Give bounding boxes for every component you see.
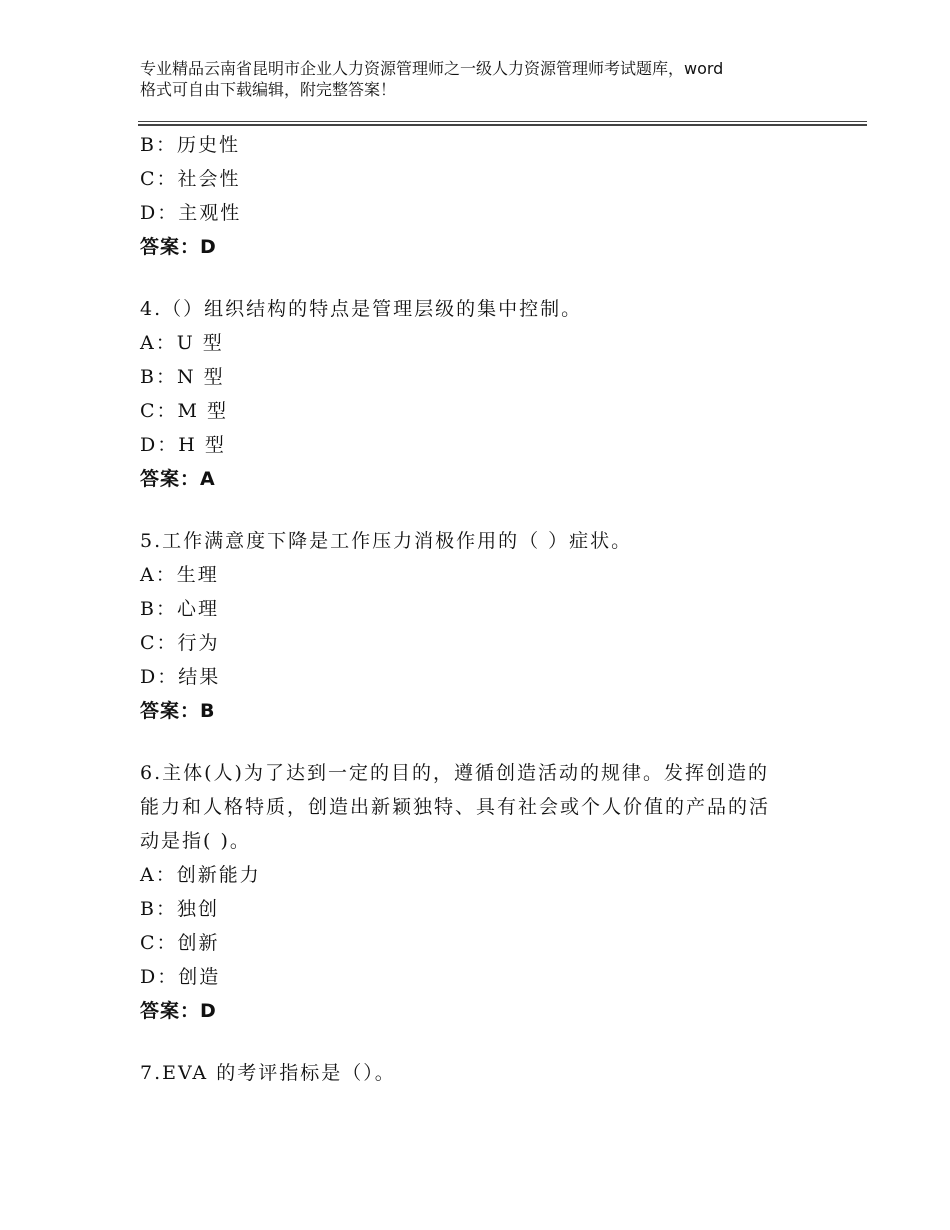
- option-d: D：创造: [140, 966, 221, 988]
- option-b: B：N 型: [140, 366, 225, 388]
- answer-line: 答案：B: [140, 700, 216, 722]
- page-header: [140, 58, 840, 100]
- question-6: [140, 756, 820, 1028]
- question-stem-line: 能力和人格特质，创造出新颖独特、具有社会或个人价值的产品的活: [140, 796, 771, 818]
- option-c: C：行为: [140, 632, 220, 654]
- question-list: [140, 128, 820, 1090]
- question-stem: 5.工作满意度下降是工作压力消极作用的（ ）症状。: [140, 530, 633, 552]
- option-b: B：历史性: [140, 134, 240, 156]
- option-c: C：M 型: [140, 400, 229, 422]
- option-d: D：结果: [140, 666, 221, 688]
- option-c: C：创新: [140, 932, 220, 954]
- answer-line: 答案：D: [140, 1000, 217, 1022]
- question-3: [140, 128, 820, 264]
- question-stem: [140, 756, 820, 858]
- question-stem: 7.EVA 的考评指标是（）。: [140, 1062, 396, 1084]
- option-a: A：生理: [140, 564, 219, 586]
- option-a: A：U 型: [140, 332, 224, 354]
- option-b: B：独创: [140, 898, 219, 920]
- option-d: D：主观性: [140, 202, 242, 224]
- question-stem: 4.（）组织结构的特点是管理层级的集中控制。: [140, 298, 583, 320]
- question-stem-line: 6.主体(人)为了达到一定的目的，遵循创造活动的规律。发挥创造的: [140, 762, 769, 784]
- answer-line: 答案：D: [140, 236, 217, 258]
- option-c: C：社会性: [140, 168, 241, 190]
- option-a: A：创新能力: [140, 864, 261, 886]
- question-4: [140, 292, 820, 496]
- question-stem-line: 动是指( )。: [140, 830, 251, 852]
- question-5: [140, 524, 820, 728]
- header-divider: [138, 121, 867, 126]
- option-d: D：H 型: [140, 434, 226, 456]
- option-b: B：心理: [140, 598, 219, 620]
- answer-line: 答案：A: [140, 468, 216, 490]
- question-7: [140, 1056, 820, 1090]
- header-line-1: 专业精品云南省昆明市企业人力资源管理师之一级人力资源管理师考试题库，word: [140, 59, 724, 78]
- header-line-2: 格式可自由下载编辑，附完整答案！: [140, 80, 397, 99]
